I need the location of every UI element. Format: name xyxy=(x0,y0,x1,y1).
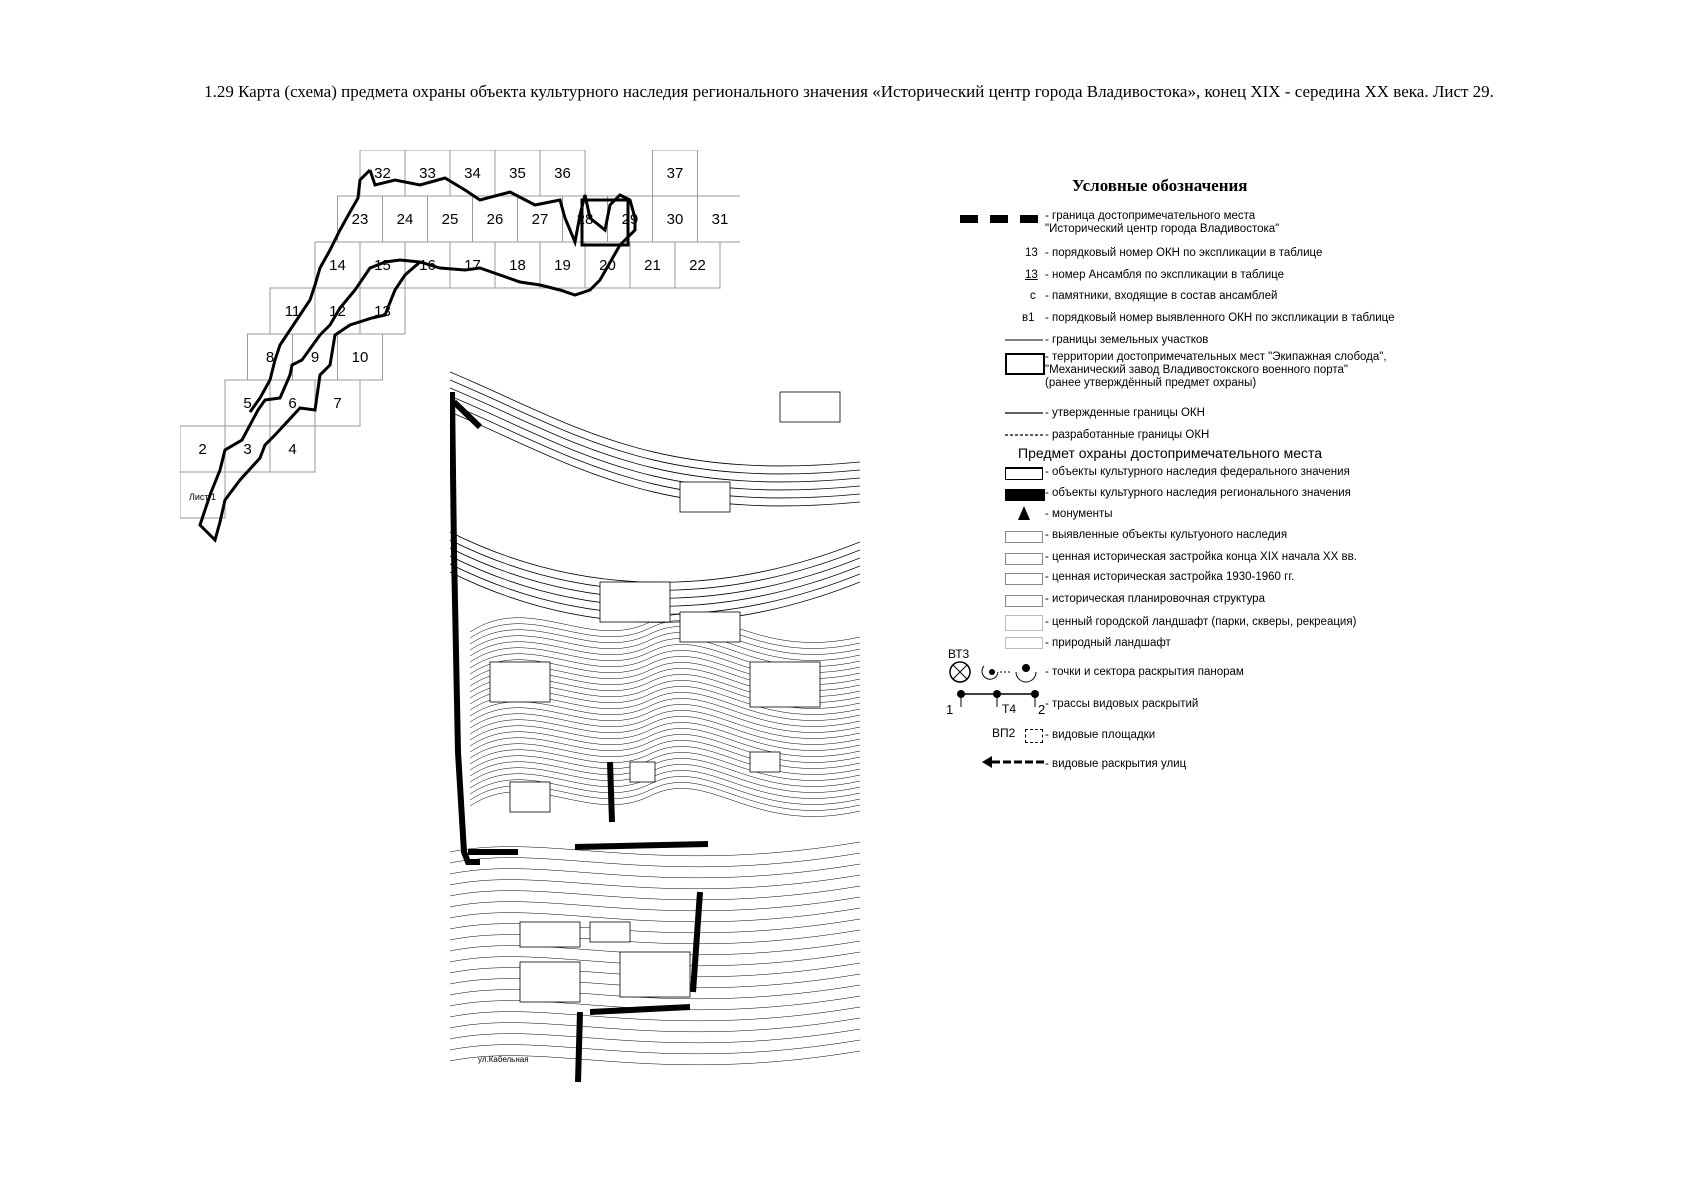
index-cell-label: 7 xyxy=(333,395,342,412)
valuable-1930-1960-symbol xyxy=(1005,573,1043,585)
okn-number-symbol: 13 xyxy=(1025,247,1038,259)
valuable-19-20-symbol xyxy=(1005,553,1043,565)
index-cell-label: 32 xyxy=(374,165,391,182)
index-cell-label: 33 xyxy=(419,165,436,182)
building xyxy=(590,922,630,942)
index-cell-label: 31 xyxy=(711,211,729,228)
legend-identified: - порядковый номер выявленного ОКН по экспликации в таблице xyxy=(1045,312,1395,324)
regional-symbol xyxy=(1005,489,1045,501)
planning-symbol xyxy=(1005,595,1043,607)
index-cell-label: 13 xyxy=(374,303,391,320)
legend-approved-borders: - утвержденные границы ОКН xyxy=(1045,407,1205,419)
index-cell-label: 21 xyxy=(644,257,661,274)
monuments-symbol: с xyxy=(1030,290,1036,302)
legend-view-traces: - трассы видовых раскрытий xyxy=(1045,698,1199,710)
index-cell-label: 24 xyxy=(396,211,414,228)
monument-triangle-icon xyxy=(1017,505,1031,521)
vp-label: ВП2 xyxy=(992,726,1016,740)
legend-urban-landscape: - ценный городской ландшафт (парки, скверы, рекреация) xyxy=(1045,616,1357,628)
legend-street-views: - видовые раскрытия улиц xyxy=(1045,758,1187,770)
building xyxy=(680,482,730,512)
legend-natural-landscape: - природный ландшафт xyxy=(1045,637,1171,649)
index-cell-label: 25 xyxy=(441,211,459,228)
index-cell-label: 10 xyxy=(351,349,369,366)
index-cell-label: 16 xyxy=(419,257,436,274)
building xyxy=(520,962,580,1002)
index-cell-label: 6 xyxy=(288,395,297,412)
index-cell-label: 2 xyxy=(198,441,207,458)
natural-landscape-symbol xyxy=(1005,637,1043,649)
index-cell-label: 36 xyxy=(554,165,571,182)
index-cell-label: 9 xyxy=(310,349,320,366)
building xyxy=(780,392,840,422)
ensemble-number-symbol: 13 xyxy=(1025,269,1038,281)
index-cell-label: 27 xyxy=(531,211,549,228)
legend-panorama-points: - точки и сектора раскрытия панорам xyxy=(1045,666,1244,678)
map-sheet-29 xyxy=(450,332,860,1092)
legend-federal: - объекты культурного наследия федерального значения xyxy=(1045,466,1350,478)
building xyxy=(510,782,550,812)
identified-okn-symbol xyxy=(1005,531,1043,543)
building xyxy=(750,662,820,707)
index-cell-label: 4 xyxy=(288,441,297,458)
view-platform-symbol xyxy=(1025,729,1043,743)
vt-label: ВТ3 xyxy=(948,647,970,661)
legend-land-plots: - границы земельных участков xyxy=(1045,334,1209,346)
index-cell-label: 3 xyxy=(243,441,252,458)
index-cell-label: 20 xyxy=(599,257,616,274)
building xyxy=(600,582,670,622)
index-cell-label: 12 xyxy=(329,303,346,320)
index-cell-label: 35 xyxy=(509,165,526,182)
index-cell-label: 5 xyxy=(243,395,252,412)
legend-okn-number: - порядковый номер ОКН по экспликации в таблице xyxy=(1045,247,1323,259)
index-cell-label: 11 xyxy=(284,303,301,320)
index-cell-label: 26 xyxy=(486,211,504,228)
trace-label-t4: Т4 xyxy=(1002,702,1017,716)
legend-valuable-1930-1960: - ценная историческая застройка 1930-1960 гг. xyxy=(1045,571,1295,583)
trace-label-2: 2 xyxy=(1038,702,1046,717)
index-cell-label: 18 xyxy=(509,257,526,274)
index-cell-label: 37 xyxy=(666,165,684,182)
panorama-points-icon xyxy=(948,660,1043,686)
building xyxy=(620,952,690,997)
index-cell-label: 30 xyxy=(666,211,684,228)
index-cell-label: 28 xyxy=(576,211,594,228)
index-cell-label: 23 xyxy=(351,211,369,228)
legend-ensemble-number: - номер Ансамбля по экспликации в таблице xyxy=(1045,269,1284,281)
territories-symbol xyxy=(1005,353,1045,375)
approved-border-line xyxy=(1005,411,1043,415)
view-traces-icon xyxy=(955,689,1045,709)
building xyxy=(520,922,580,947)
building xyxy=(490,662,550,702)
street-view-arrow-icon xyxy=(982,756,1044,768)
urban-landscape-symbol xyxy=(1005,615,1043,631)
index-cell-label: 34 xyxy=(464,165,481,182)
legend-territories: - территории достопримечательных мест "Экипажная слобода", "Механический завод Владивостокского военного порта" (ранее утверждённый предмет охраны) xyxy=(1045,351,1387,389)
index-cell-label: 19 xyxy=(554,257,571,274)
legend-view-platforms: - видовые площадки xyxy=(1045,729,1156,741)
trace-label-1: 1 xyxy=(946,702,954,717)
legend-monuments: - памятники, входящие в состав ансамблей xyxy=(1045,290,1278,302)
index-cell-label: 17 xyxy=(464,257,481,274)
street-label: ул.Кабельная xyxy=(478,1055,529,1064)
legend-subheading: Предмет охраны достопримечательного места xyxy=(1018,445,1323,461)
building xyxy=(750,752,780,772)
land-plot-line xyxy=(1005,338,1043,342)
index-cell-label: 8 xyxy=(265,349,275,366)
index-cell-label: 15 xyxy=(374,257,391,274)
identified-symbol: в1 xyxy=(1022,312,1035,324)
developed-border-line xyxy=(1005,433,1043,437)
legend-monumenty: - монументы xyxy=(1045,508,1113,520)
index-cell-label: 14 xyxy=(329,257,346,274)
legend-identified-okn: - выявленные объекты культуоного наследия xyxy=(1045,529,1288,541)
building xyxy=(630,762,655,782)
legend-developed-borders: - разработанные границы ОКН xyxy=(1045,429,1210,441)
legend-valuable-19-20: - ценная историческая застройка конца XIX начала XX вв. xyxy=(1045,551,1357,563)
federal-symbol xyxy=(1005,467,1043,480)
index-cell-label: 22 xyxy=(689,257,706,274)
page-title: 1.29 Карта (схема) предмета охраны объекта культурного наследия регионального значения «Исторический центр города Владивостока», конец XIX - середина XX века. Лист 29. xyxy=(204,82,1494,101)
border-dashed-symbol xyxy=(960,213,1046,225)
legend-title: Условные обозначения xyxy=(1072,176,1248,195)
index-cell-label: 29 xyxy=(621,211,639,228)
building xyxy=(680,612,740,642)
legend-border-place: - граница достопримечательного места "Исторический центр города Владивостока" xyxy=(1045,210,1280,235)
legend-regional: - объекты культурного наследия регионального значения xyxy=(1045,487,1351,499)
index-cell-label: Лист 1 xyxy=(188,492,217,502)
legend-planning: - историческая планировочная структура xyxy=(1045,593,1265,605)
